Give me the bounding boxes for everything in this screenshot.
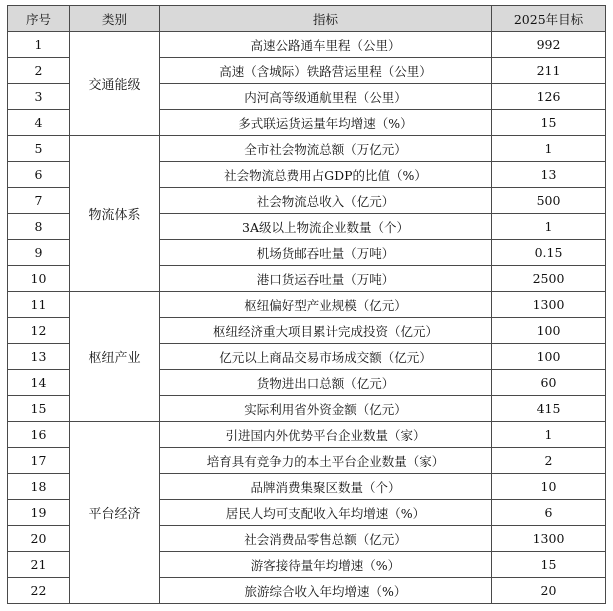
row-number: 20	[8, 526, 70, 552]
row-number: 13	[8, 344, 70, 370]
row-number: 18	[8, 474, 70, 500]
indicator-cell: 港口货运吞吐量（万吨）	[160, 266, 492, 292]
table-header-row	[8, 6, 606, 32]
target-value-cell: 2500	[492, 266, 606, 292]
category-cell: 枢纽产业	[70, 292, 160, 422]
indicator-cell: 品牌消费集聚区数量（个）	[160, 474, 492, 500]
target-value-cell: 2	[492, 448, 606, 474]
target-value-cell: 500	[492, 188, 606, 214]
targets-table	[7, 5, 606, 604]
indicator-cell: 亿元以上商品交易市场成交额（亿元）	[160, 344, 492, 370]
header-no: 序号	[8, 6, 70, 32]
table-body	[8, 32, 606, 604]
row-number: 10	[8, 266, 70, 292]
indicator-cell: 多式联运货运量年均增速（%）	[160, 110, 492, 136]
indicator-cell: 内河高等级通航里程（公里）	[160, 84, 492, 110]
header-category: 类别	[70, 6, 160, 32]
target-value-cell: 100	[492, 318, 606, 344]
indicator-cell: 实际利用省外资金额（亿元）	[160, 396, 492, 422]
target-value-cell: 126	[492, 84, 606, 110]
target-value-cell: 1300	[492, 292, 606, 318]
indicator-cell: 培育具有竞争力的本土平台企业数量（家）	[160, 448, 492, 474]
target-value-cell: 415	[492, 396, 606, 422]
indicator-cell: 枢纽经济重大项目累计完成投资（亿元）	[160, 318, 492, 344]
target-value-cell: 1	[492, 214, 606, 240]
row-number: 9	[8, 240, 70, 266]
target-value-cell: 6	[492, 500, 606, 526]
target-value-cell: 992	[492, 32, 606, 58]
target-value-cell: 1	[492, 136, 606, 162]
target-value-cell: 15	[492, 110, 606, 136]
indicator-cell: 居民人均可支配收入年均增速（%）	[160, 500, 492, 526]
target-value-cell: 1	[492, 422, 606, 448]
row-number: 3	[8, 84, 70, 110]
row-number: 8	[8, 214, 70, 240]
target-value-cell: 15	[492, 552, 606, 578]
row-number: 5	[8, 136, 70, 162]
target-value-cell: 0.15	[492, 240, 606, 266]
category-cell: 交通能级	[70, 32, 160, 136]
target-value-cell: 10	[492, 474, 606, 500]
header-indicator: 指标	[160, 6, 492, 32]
table-row	[8, 292, 606, 318]
indicator-cell: 旅游综合收入年均增速（%）	[160, 578, 492, 604]
indicator-cell: 社会物流总收入（亿元）	[160, 188, 492, 214]
target-value-cell: 211	[492, 58, 606, 84]
category-cell: 平台经济	[70, 422, 160, 604]
row-number: 1	[8, 32, 70, 58]
row-number: 11	[8, 292, 70, 318]
row-number: 17	[8, 448, 70, 474]
target-value-cell: 60	[492, 370, 606, 396]
indicator-cell: 高速公路通车里程（公里）	[160, 32, 492, 58]
indicator-cell: 高速（含城际）铁路营运里程（公里）	[160, 58, 492, 84]
indicator-cell: 枢纽偏好型产业规模（亿元）	[160, 292, 492, 318]
row-number: 12	[8, 318, 70, 344]
target-value-cell: 20	[492, 578, 606, 604]
row-number: 14	[8, 370, 70, 396]
target-value-cell: 100	[492, 344, 606, 370]
header-target: 2025年目标	[492, 6, 606, 32]
indicator-cell: 社会物流总费用占GDP的比值（%）	[160, 162, 492, 188]
row-number: 7	[8, 188, 70, 214]
row-number: 22	[8, 578, 70, 604]
row-number: 4	[8, 110, 70, 136]
indicator-cell: 机场货邮吞吐量（万吨）	[160, 240, 492, 266]
indicator-cell: 货物进出口总额（亿元）	[160, 370, 492, 396]
table-row	[8, 136, 606, 162]
table-row	[8, 32, 606, 58]
row-number: 16	[8, 422, 70, 448]
row-number: 2	[8, 58, 70, 84]
category-cell: 物流体系	[70, 136, 160, 292]
indicator-cell: 社会消费品零售总额（亿元）	[160, 526, 492, 552]
row-number: 21	[8, 552, 70, 578]
indicator-cell: 引进国内外优势平台企业数量（家）	[160, 422, 492, 448]
target-value-cell: 13	[492, 162, 606, 188]
row-number: 19	[8, 500, 70, 526]
row-number: 15	[8, 396, 70, 422]
target-value-cell: 1300	[492, 526, 606, 552]
indicator-cell: 3A级以上物流企业数量（个）	[160, 214, 492, 240]
indicator-cell: 全市社会物流总额（万亿元）	[160, 136, 492, 162]
table-row	[8, 422, 606, 448]
indicator-cell: 游客接待量年均增速（%）	[160, 552, 492, 578]
row-number: 6	[8, 162, 70, 188]
